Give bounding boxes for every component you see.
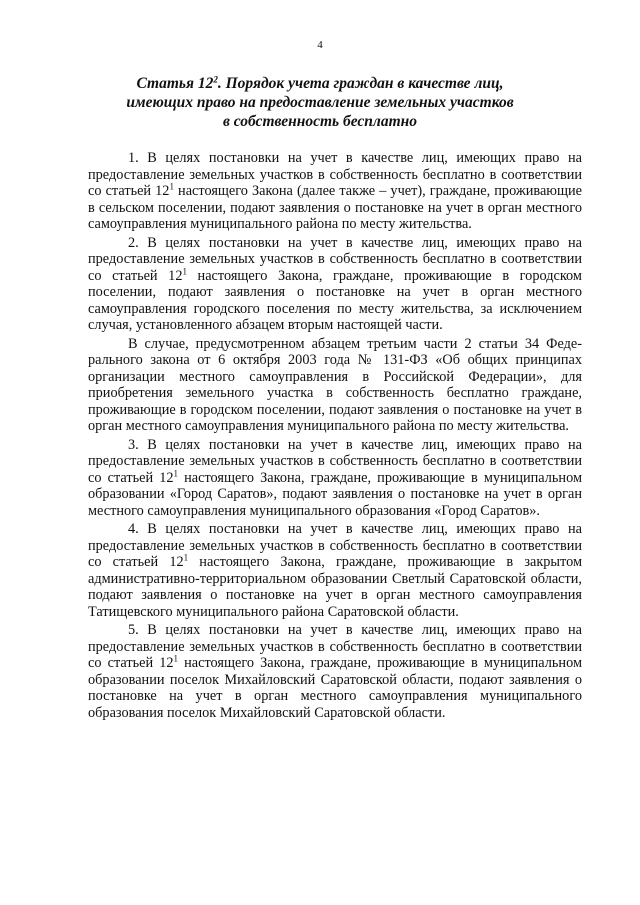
article-body	[88, 150, 582, 723]
paragraph-4	[88, 521, 582, 620]
paragraph-1-text-end: настоящего Закона (далее также – учет), граждане, проживающие в сельском поселении, подают заявления о постановке на учет в орган местного самоуправления муниципального района по месту жительства.	[88, 183, 582, 232]
paragraph-1	[88, 150, 582, 233]
heading-article-label: Статья 12	[136, 75, 214, 92]
paragraph-3-text-start: 3. В целях постановки на учет в качестве лиц, имеющих право на предоставление земельных участков в собственность бесплатно в соответствии со статьей 12	[88, 436, 582, 486]
article-heading	[90, 74, 550, 131]
paragraph-2-text-start: 2. В целях постановки на учет в качестве лиц, имеющих право на предоставление земельных участков в собственность бесплатно в соответствии со статьей 12	[88, 234, 582, 284]
paragraph-3	[88, 437, 582, 520]
heading-line-3: в собственность бесплатно	[222, 113, 417, 130]
paragraph-2-article-superscript: 1	[182, 265, 187, 276]
paragraph-4-text-start: 4. В целях постановки на учет в качестве лиц, имеющих право на предоставление земельных участков в собственность бесплатно в соответствии со статьей 12	[88, 521, 582, 570]
paragraph-4-text-end: настоящего Закона, граждане, проживающие в закрытом административно-территориальном образовании Светлый Саратовской области, подают заявления о постановке на учет в орган местного самоуправления Татищевского муниципального района Саратовской области.	[88, 554, 583, 620]
paragraph-3-article-superscript: 1	[173, 467, 179, 478]
paragraph-1-article-superscript: 1	[169, 181, 174, 192]
paragraph-2-text-end: настоящего Закона, граждане, проживающие в городском поселении, подают заявления о постановке на учет в орган местного самоуправления городского поселения по месту жительства, за исключением случая, установленного абзацем вторым настоящей части.	[88, 267, 582, 333]
paragraph-2	[88, 235, 582, 334]
heading-line-1	[90, 74, 550, 93]
heading-line-2: имеющих право на предоставление земельных участков	[126, 94, 514, 111]
paragraph-5-text-start: 5. В целях постановки на учет в качестве лиц, имеющих право на предоставление земельных участков в собственность бесплатно в соответствии со статьей 12	[88, 622, 582, 671]
page-number: 4	[317, 39, 323, 51]
paragraph-5	[88, 622, 582, 721]
paragraph-1-text-start: 1. В целях постановки на учет в качестве лиц, имеющих право на предоставление земельных участков в собственность бесплатно в соответствии со статьей 12	[88, 150, 582, 199]
heading-article-superscript: 2	[213, 74, 218, 85]
paragraph-2-subparagraph: В случае, предусмотренном абзацем третьим части 2 статьи 34 Федерального закона от 6 октября 2003 года № 131-ФЗ «Об общих принципах организации местного самоуправления в Российской Федерации», для приобретения земельного участка в собственность бесплатно граждане, проживающие в городском поселении, подают заявления о постановке на учет в орган местного самоуправления муниципального района по месту жительства.	[88, 335, 582, 434]
paragraph-4-article-superscript: 1	[183, 552, 189, 563]
paragraph-5-article-superscript: 1	[173, 653, 179, 664]
heading-title-start: . Порядок учета граждан в качестве лиц,	[217, 75, 504, 92]
paragraph-5-text-end: настоящего Закона, граждане, проживающие в муниципальном образовании поселок Михайловский Саратовской области, подают заявления о постановке на учет в орган местного самоуправления муниципального образования поселок Михайловский Саратовской области.	[88, 655, 582, 721]
paragraph-3-text-end: настоящего Закона, граждане, проживающие в муниципальном образовании «Город Саратов», подают заявления о постановке на учет в орган местного самоуправления муниципального образования «Город Саратов».	[88, 469, 582, 519]
